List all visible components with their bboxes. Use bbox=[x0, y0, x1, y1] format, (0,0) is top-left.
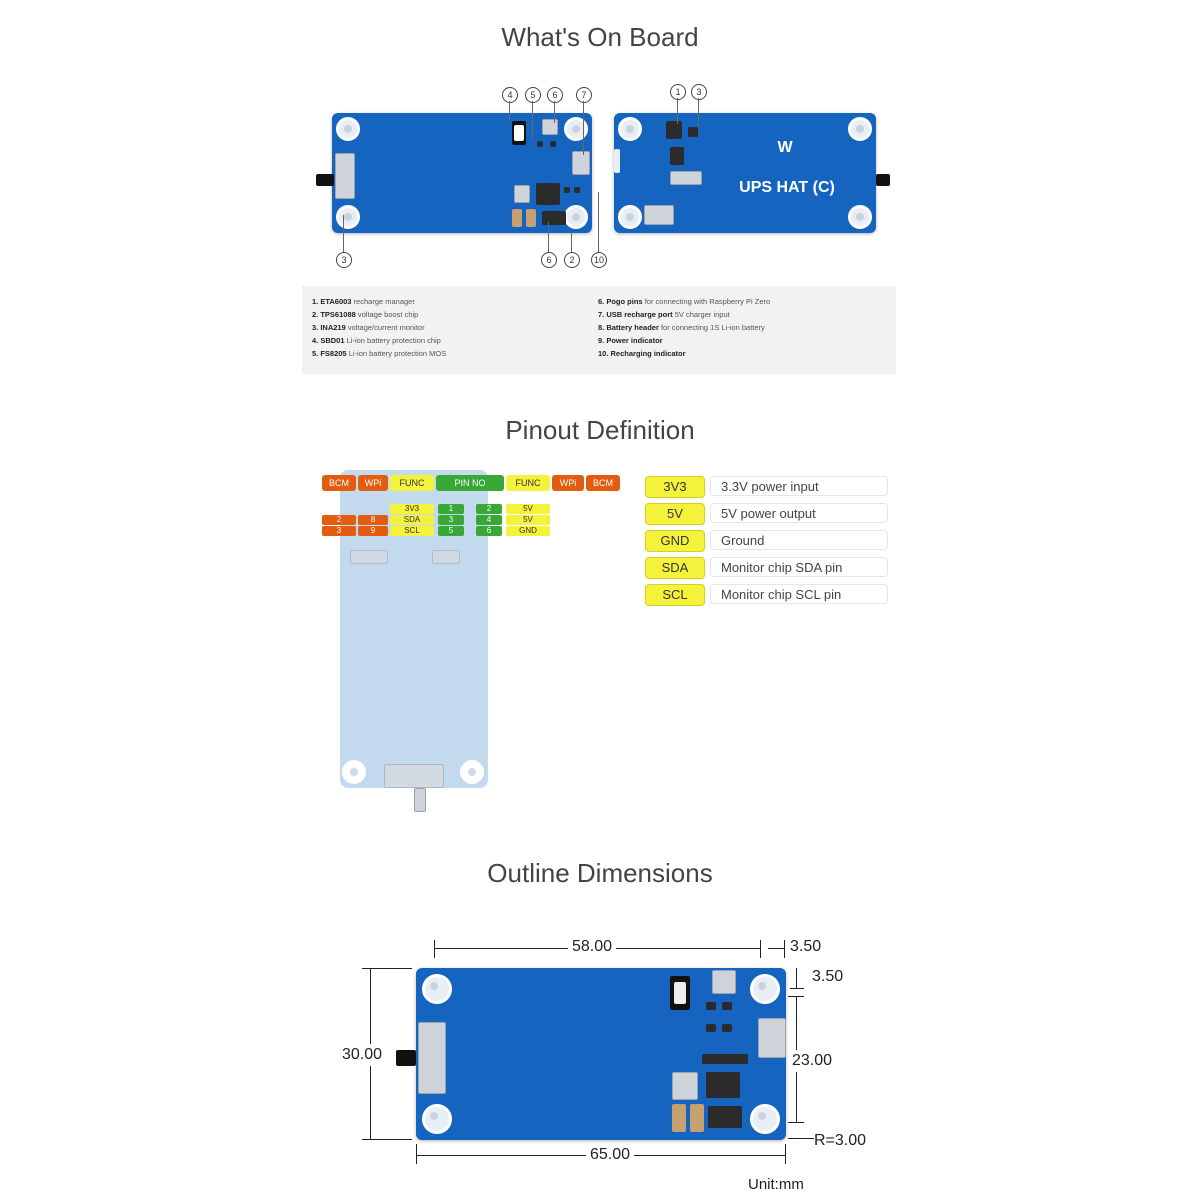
protection-chip bbox=[688, 127, 698, 137]
capacitor bbox=[526, 209, 536, 227]
board-outline bbox=[416, 968, 786, 1140]
pin-number: 6 bbox=[476, 526, 502, 536]
smd-part bbox=[722, 1024, 732, 1032]
mounting-hole bbox=[422, 974, 452, 1004]
mounting-hole bbox=[422, 1104, 452, 1134]
board-label: UPS HAT (C) bbox=[739, 179, 835, 196]
dim-height-inner: 23.00 bbox=[792, 1050, 832, 1072]
charge-led bbox=[574, 187, 580, 193]
section-title-on-board: What's On Board bbox=[501, 22, 699, 52]
mounting-hole bbox=[564, 205, 588, 229]
pin-func-left: SCL bbox=[390, 526, 434, 536]
dim-width-inner: 58.00 bbox=[568, 938, 616, 956]
legend-item: 3. INA219 voltage/current monitor bbox=[312, 323, 425, 332]
pin-desc-sda: Monitor chip SDA pin bbox=[710, 557, 888, 577]
mounting-hole bbox=[618, 205, 642, 229]
callout-7: 7 bbox=[576, 87, 592, 103]
component-legend bbox=[302, 286, 896, 374]
pin-bcm: 3 bbox=[322, 526, 356, 536]
battery-header bbox=[542, 119, 558, 135]
dim-radius: R=3.00 bbox=[814, 1132, 867, 1149]
power-switch bbox=[316, 174, 334, 186]
legend-item: 4. SBD01 Li-ion battery protection chip bbox=[312, 336, 441, 345]
smd-part bbox=[706, 1024, 716, 1032]
pin-desc-gnd: Ground bbox=[710, 530, 888, 550]
capacitor bbox=[512, 209, 522, 227]
pin-desc-3v3: 3.3V power input bbox=[710, 476, 888, 496]
chip-label bbox=[514, 125, 524, 141]
battery-connector bbox=[384, 764, 444, 788]
pin-bcm: 2 bbox=[322, 515, 356, 525]
pin-desc-5v: 5V power output bbox=[710, 503, 888, 523]
legend-item: 1. ETA6003 recharge manager bbox=[312, 297, 415, 306]
legend-item: 10. Recharging indicator bbox=[598, 349, 686, 358]
pin-label-scl: SCL bbox=[645, 584, 705, 606]
callout-6: 6 bbox=[547, 87, 563, 103]
mounting-hole bbox=[336, 205, 360, 229]
power-switch bbox=[414, 788, 426, 812]
smd-part bbox=[537, 141, 543, 147]
pin-desc-scl: Monitor chip SCL pin bbox=[710, 584, 888, 604]
legend-item: 6. Pogo pins for connecting with Raspberry Pi Zero bbox=[598, 297, 771, 306]
board-front bbox=[332, 113, 592, 233]
pin-number: 4 bbox=[476, 515, 502, 525]
callout-pogo: 6 bbox=[541, 252, 557, 268]
callout-3-back: 3 bbox=[691, 84, 707, 100]
chip-label bbox=[674, 982, 686, 1004]
boost-chip bbox=[536, 183, 560, 205]
edge-cutout bbox=[614, 149, 620, 173]
led-array bbox=[702, 1054, 748, 1064]
pin-func-right: 5V bbox=[506, 504, 550, 514]
battery-connector bbox=[418, 1022, 446, 1094]
waveshare-logo-icon: W bbox=[777, 139, 793, 156]
callout-10: 10 bbox=[591, 252, 607, 268]
unit-label: Unit:mm bbox=[748, 1176, 804, 1193]
smd-part bbox=[432, 550, 460, 564]
callout-4: 4 bbox=[502, 87, 518, 103]
pin-func-right: GND bbox=[506, 526, 550, 536]
header-bcm-left: BCM bbox=[322, 475, 356, 491]
section-title-pinout: Pinout Definition bbox=[505, 415, 695, 445]
mounting-hole bbox=[618, 117, 642, 141]
pin-number: 3 bbox=[438, 515, 464, 525]
smd-part bbox=[550, 141, 556, 147]
pin-func-left: 3V3 bbox=[390, 504, 434, 514]
dim-line-edge-x bbox=[768, 948, 784, 949]
battery-header bbox=[712, 970, 736, 994]
dim-edge-x: 3.50 bbox=[790, 938, 822, 955]
header-func-left: FUNC bbox=[390, 475, 434, 491]
pogo-pins bbox=[542, 211, 566, 225]
mounting-hole bbox=[460, 760, 484, 784]
contact-pads bbox=[670, 171, 702, 185]
power-led bbox=[564, 187, 570, 193]
smd-part bbox=[670, 147, 684, 165]
pin-wpi: 9 bbox=[358, 526, 388, 536]
capacitor bbox=[690, 1104, 704, 1132]
boost-chip bbox=[706, 1072, 740, 1098]
legend-item: 2. TPS61088 voltage boost chip bbox=[312, 310, 419, 319]
pin-label-sda: SDA bbox=[645, 557, 705, 579]
mounting-hole bbox=[848, 205, 872, 229]
mounting-hole bbox=[342, 760, 366, 784]
mounting-hole bbox=[336, 117, 360, 141]
pin-number: 5 bbox=[438, 526, 464, 536]
smd-part bbox=[350, 550, 388, 564]
battery-connector bbox=[335, 153, 355, 199]
capacitor bbox=[672, 1104, 686, 1132]
pin-label-gnd: GND bbox=[645, 530, 705, 552]
pin-label-5v: 5V bbox=[645, 503, 705, 525]
section-title-outline: Outline Dimensions bbox=[487, 858, 713, 888]
legend-item: 8. Battery header for connecting 1S Li-ion battery bbox=[598, 323, 765, 332]
dim-edge-y: 3.50 bbox=[812, 968, 844, 985]
legend-item: 5. FS8205 Li-ion battery protection MOS bbox=[312, 349, 447, 358]
mounting-hole bbox=[564, 117, 588, 141]
smd-part bbox=[722, 1002, 732, 1010]
usb-port bbox=[572, 151, 590, 175]
power-switch bbox=[876, 174, 890, 186]
board-back bbox=[614, 113, 876, 233]
header-func-right: FUNC bbox=[506, 475, 550, 491]
pin-label-3v3: 3V3 bbox=[645, 476, 705, 498]
dim-height-total: 30.00 bbox=[342, 1044, 382, 1066]
pogo-pins bbox=[708, 1106, 742, 1128]
callout-3: 3 bbox=[336, 252, 352, 268]
pogo-pads bbox=[644, 205, 674, 225]
dim-width-total: 65.00 bbox=[586, 1146, 634, 1164]
pin-func-right: 5V bbox=[506, 515, 550, 525]
callout-1: 1 bbox=[670, 84, 686, 100]
legend-item: 9. Power indicator bbox=[598, 336, 663, 345]
dim-line-radius bbox=[788, 1138, 814, 1139]
mos-chip bbox=[666, 121, 682, 139]
pin-func-left: SDA bbox=[390, 515, 434, 525]
inductor bbox=[672, 1072, 698, 1100]
power-switch bbox=[396, 1050, 416, 1066]
usb-port bbox=[758, 1018, 786, 1058]
mounting-hole bbox=[750, 974, 780, 1004]
dim-line-edge-y bbox=[796, 968, 797, 988]
pin-wpi: 8 bbox=[358, 515, 388, 525]
header-wpi-right: WPi bbox=[552, 475, 584, 491]
callout-5: 5 bbox=[525, 87, 541, 103]
legend-item: 7. USB recharge port 5V charger input bbox=[598, 310, 730, 319]
header-wpi-left: WPi bbox=[358, 475, 388, 491]
mounting-hole bbox=[848, 117, 872, 141]
header-bcm-right: BCM bbox=[586, 475, 620, 491]
inductor bbox=[514, 185, 530, 203]
pin-number: 1 bbox=[438, 504, 464, 514]
callout-2: 2 bbox=[564, 252, 580, 268]
mounting-hole bbox=[750, 1104, 780, 1134]
header-pin-no: PIN NO bbox=[436, 475, 504, 491]
pin-number: 2 bbox=[476, 504, 502, 514]
smd-part bbox=[706, 1002, 716, 1010]
